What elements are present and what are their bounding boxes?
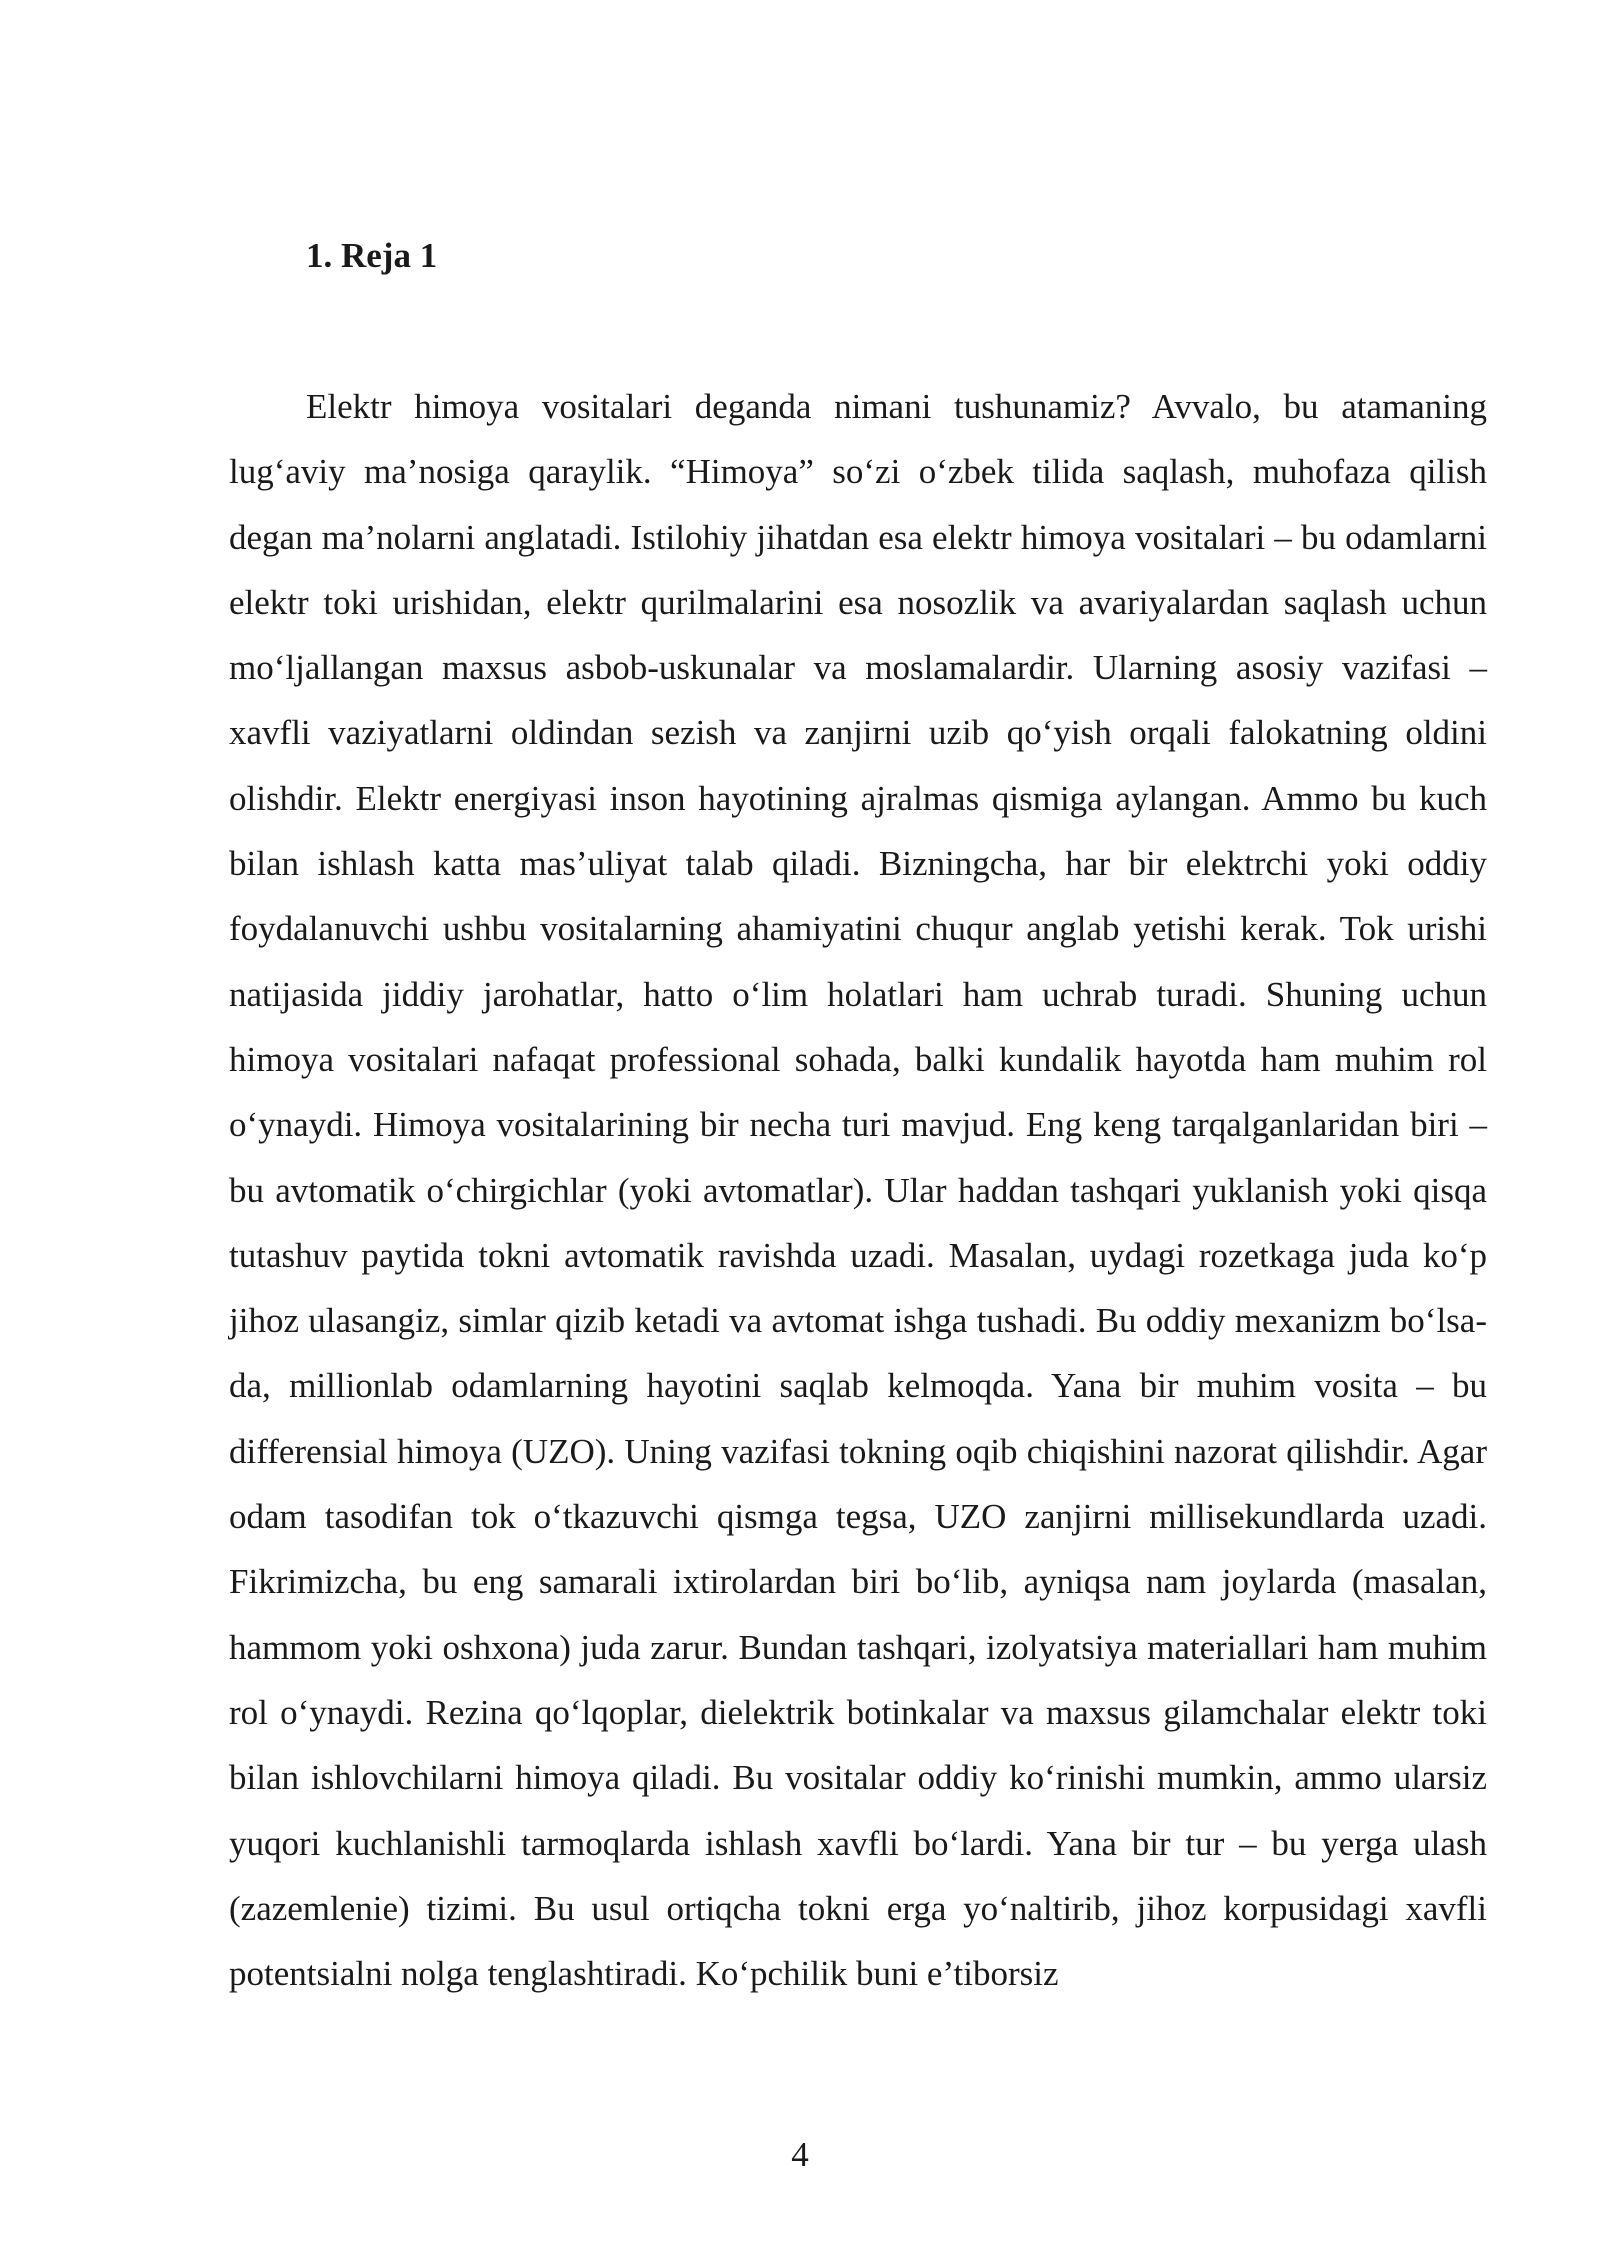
body-paragraph: Elektr himoya vositalari deganda nimani tushunamiz? Avvalo, bu atamaning lug‘aviy ma’nosiga qaraylik. “Himoya” so‘zi o‘zbek tilida saqlash, muhofaza qilish degan ma’nolarni anglatadi. Istilohiy jihatdan esa elektr himoya vositalari – bu odamlarni elektr toki urishidan, elektr qurilmalarini esa nosozlik va avariyalardan saqlash uchun mo‘ljallangan maxsus asbob-uskunalar va moslamalardir. Ularning asosiy vazifasi – xavfli vaziyatlarni oldindan sezish va zanjirni uzib qo‘yish orqali falokatning oldini olishdir. Elektr energiyasi inson hayotining ajralmas qismiga aylangan. Ammo bu kuch bilan ishlash katta mas’uliyat talab qiladi. Bizningcha, har bir elektrchi yoki oddiy foydalanuvchi ushbu vositalarning ahamiyatini chuqur anglab yetishi kerak. Tok urishi natijasida jiddiy jarohatlar, hatto o‘lim holatlari ham uchrab turadi. Shuning uchun himoya vositalari nafaqat professional sohada, balki kundalik hayotda ham muhim rol o‘ynaydi. Himoya vositalarining bir necha turi mavjud. Eng keng tarqalganlaridan biri – bu avtomatik o‘chirgichlar (yoki avtomatlar). Ular haddan tashqari yuklanish yoki qisqa tutashuv paytida tokni avtomatik ravishda uzadi. Masalan, uydagi rozetkaga juda ko‘p jihoz ulasangiz, simlar qizib ketadi va avtomat ishga tushadi. Bu oddiy mexanizm bo‘lsa-da, millionlab odamlarning hayotini saqlab kelmoqda. Yana bir muhim vosita – bu differensial himoya (UZO). Uning vazifasi tokning oqib chiqishini nazorat qilishdir. Agar odam tasodifan tok o‘tkazuvchi qismga tegsa, UZO zanjirni millisekundlarda uzadi. Fikrimizcha, bu eng samarali ixtirolardan biri bo‘lib, ayniqsa nam joylarda (masalan, hammom yoki oshxona) juda zarur. Bundan tashqari, izolyatsiya materiallari ham muhim rol o‘ynaydi. Rezina qo‘lqoplar, dielektrik botinkalar va maxsus gilamchalar elektr toki bilan ishlovchilarni himoya qiladi. Bu vositalar oddiy ko‘rinishi mumkin, ammo ularsiz yuqori kuchlanishli tarmoqlarda ishlash xavfli bo‘lardi. Yana bir tur – bu yerga ulash (zazemlenie) tizimi. Bu usul ortiqcha tokni erga yo‘naltirib, jihoz korpusidagi xavfli potentsialni nolga tenglashtiradi. Ko‘pchilik buni e’tiborsiz bbox=[229, 387, 1487, 1994]
page-number: 4 bbox=[791, 2135, 809, 2174]
section-heading: 1. Reja 1 bbox=[306, 236, 438, 275]
